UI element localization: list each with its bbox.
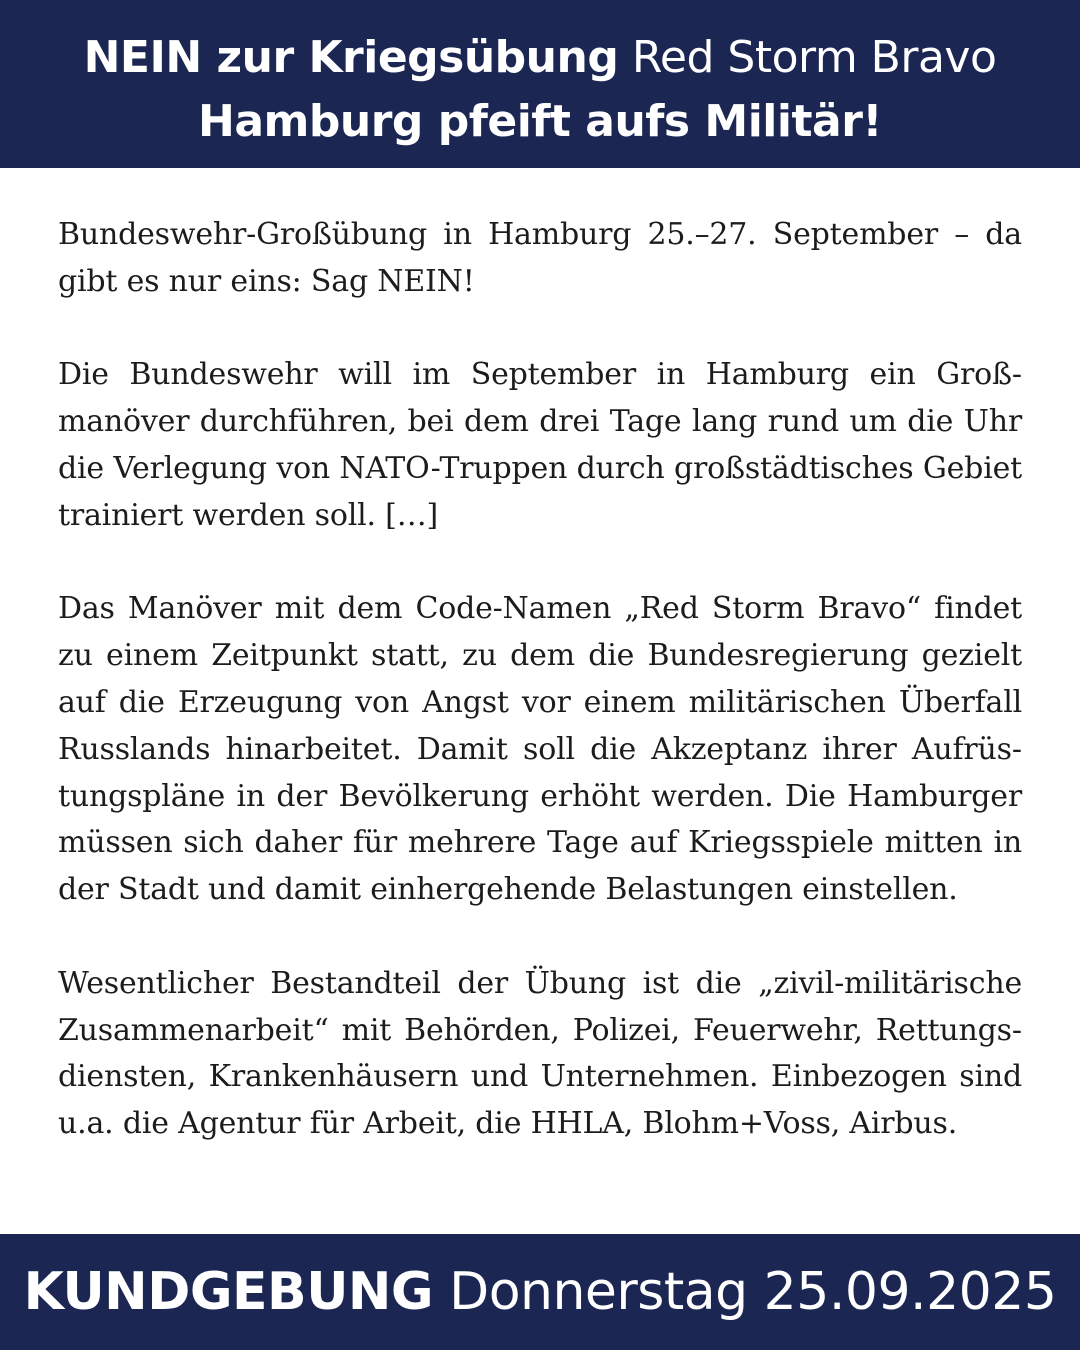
paragraph-context: Das Manöver mit dem Code-Namen „Red Storm Bravo“ findet zu einem Zeitpunkt statt, zu dem die Bundesregierung gezielt auf die Erzeugung von Angst vor einem militärischen Überfall Russlands hinarbeitet. Damit soll die Akzeptanz ihrer Aufrüstungspläne in der Bevölkerung erhöht werden. Die Hamburger müssen sich daher für mehrere Tage auf Kriegsspiele mitten in der Stadt und damit einhergehende Belastungen einstellen.	[58, 591, 1022, 908]
headline-bold: NEIN zur Kriegsübung	[83, 32, 619, 83]
body-text	[58, 212, 1022, 1148]
rally-label: KUNDGEBUNG	[23, 1262, 434, 1322]
headline-subtitle: Red Storm Bravo	[631, 32, 997, 83]
bottom-banner	[0, 1234, 1080, 1350]
paragraph-cooperation: Wesentlicher Bestandteil der Übung ist die „zivil-militärische Zusammenarbeit“ mit Behörden, Polizei, Feuerwehr, Rettungsdiensten, Krankenhäusern und Unternehmen. Einbezogen sind u.a. die Agentur für Arbeit, die HHLA, Blohm+Voss, Airbus.	[58, 965, 1022, 1142]
headline-line-2: Hamburg pfeift aufs Militär!	[198, 96, 882, 147]
headline-line-1	[0, 26, 1080, 90]
rally-date: Donnerstag 25.09.2025	[449, 1262, 1057, 1322]
top-banner	[0, 0, 1080, 168]
paragraph-manoeuvre: Die Bundeswehr will im September in Hamburg ein Großmanöver durchführen, bei dem drei Tage lang rund um die Uhr die Verlegung von NATO-Truppen durch großstädtisches Gebiet trainiert werden soll. […]	[58, 357, 1022, 533]
paragraph-intro: Bundeswehr-Großübung in Hamburg 25.–27. September – da gibt es nur eins: Sag NEIN!	[58, 217, 1022, 299]
rally-announcement	[0, 1258, 1080, 1326]
